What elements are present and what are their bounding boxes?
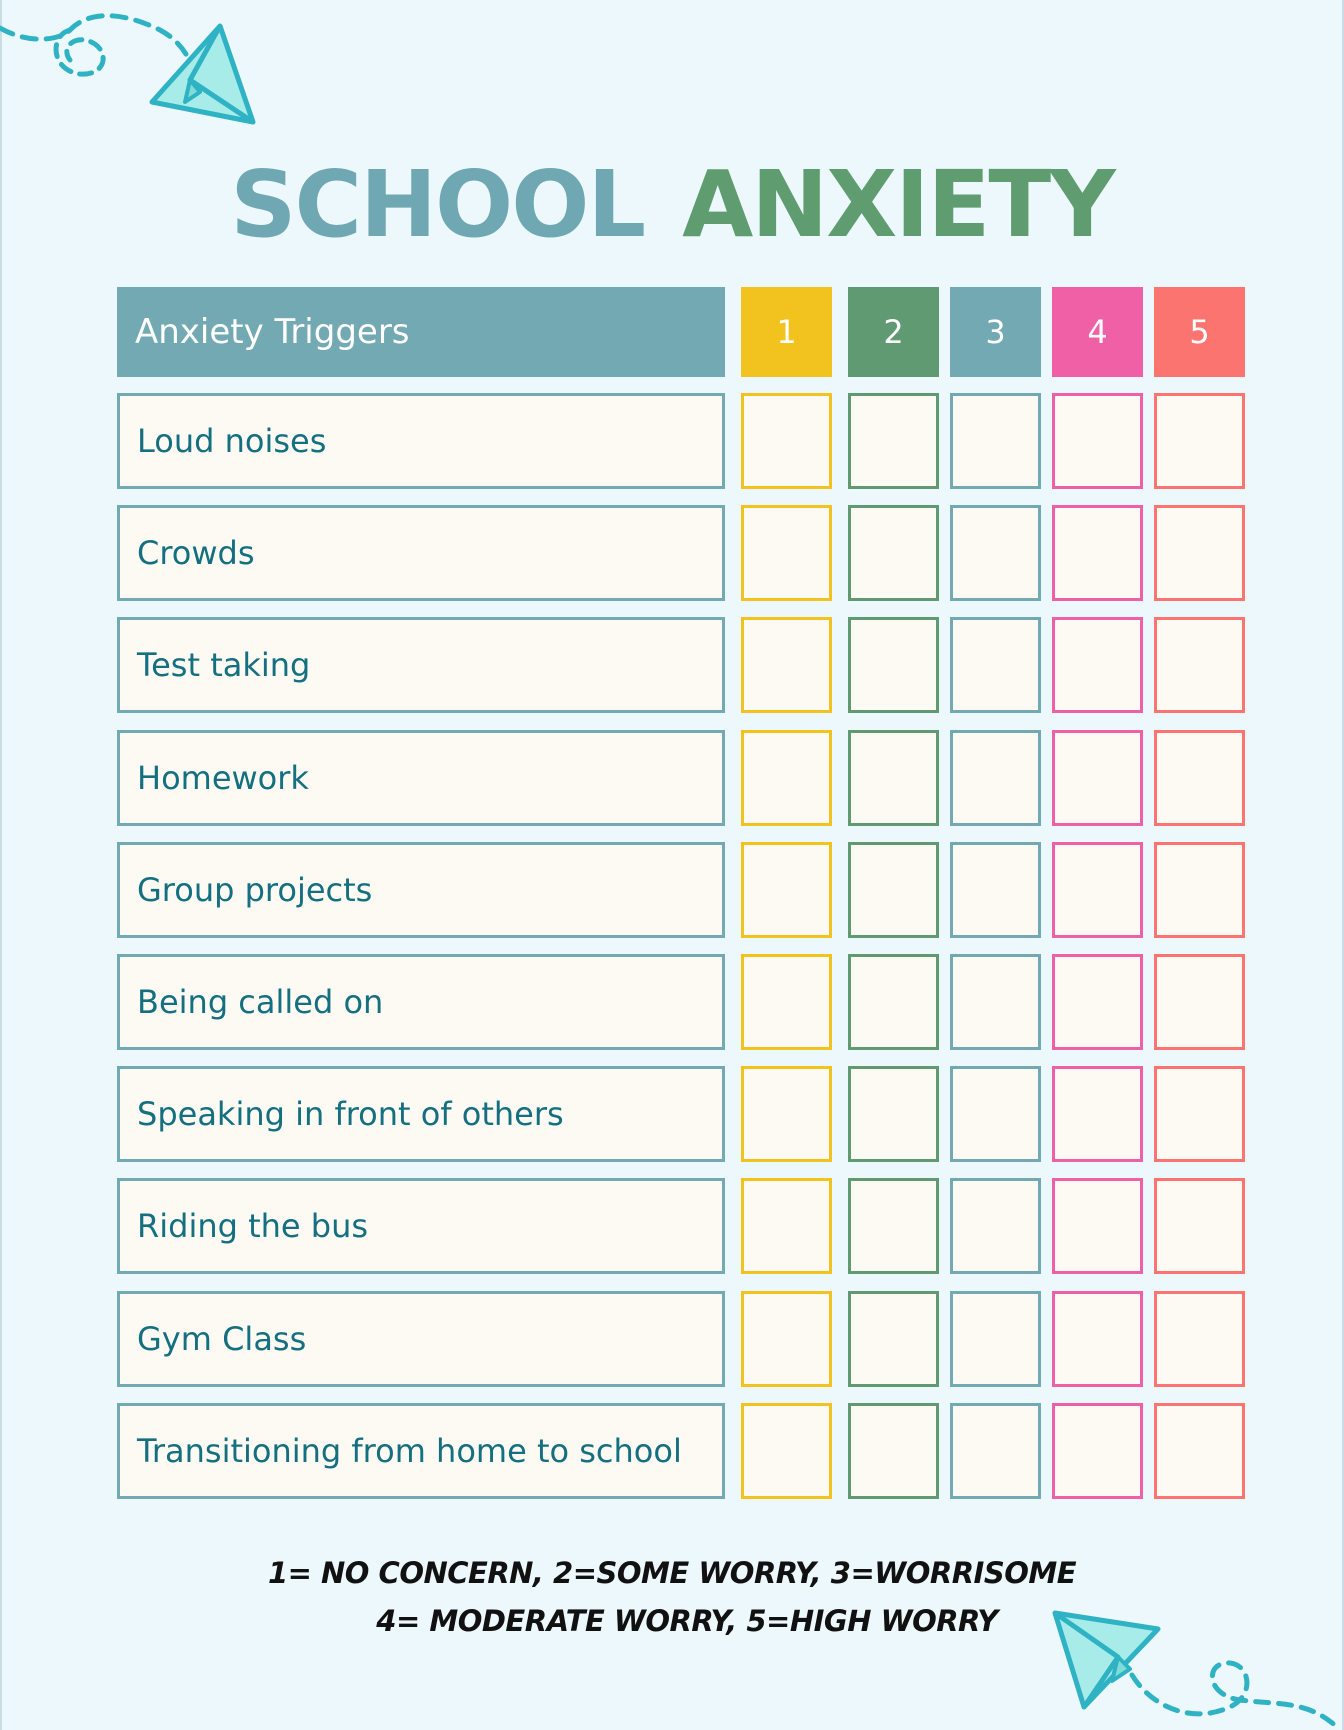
paper-plane-icon — [0, 0, 270, 130]
scale-header-1: 1 — [741, 287, 832, 377]
rating-checkbox-1[interactable] — [741, 617, 832, 713]
rating-checkbox-2[interactable] — [848, 1178, 939, 1274]
trigger-label: Transitioning from home to school — [117, 1403, 725, 1499]
rating-checkbox-4[interactable] — [1052, 1403, 1143, 1499]
scale-header-3: 3 — [950, 287, 1041, 377]
rating-checkbox-2[interactable] — [848, 1291, 939, 1387]
trigger-label: Test taking — [117, 617, 725, 713]
trigger-label: Being called on — [117, 954, 725, 1050]
trigger-label: Gym Class — [117, 1291, 725, 1387]
rating-checkbox-3[interactable] — [950, 1066, 1041, 1162]
rating-checkbox-4[interactable] — [1052, 1291, 1143, 1387]
title-anxiety: ANXIETY — [682, 151, 1114, 258]
rating-checkbox-1[interactable] — [741, 393, 832, 489]
rating-checkbox-3[interactable] — [950, 1178, 1041, 1274]
rating-checkbox-2[interactable] — [848, 393, 939, 489]
rating-checkbox-3[interactable] — [950, 842, 1041, 938]
trigger-label: Group projects — [117, 842, 725, 938]
rating-checkbox-4[interactable] — [1052, 617, 1143, 713]
rating-checkbox-5[interactable] — [1154, 1291, 1245, 1387]
rating-checkbox-2[interactable] — [848, 954, 939, 1050]
rating-checkbox-2[interactable] — [848, 1403, 939, 1499]
rating-checkbox-3[interactable] — [950, 505, 1041, 601]
rating-checkbox-4[interactable] — [1052, 954, 1143, 1050]
trigger-label: Loud noises — [117, 393, 725, 489]
rating-checkbox-2[interactable] — [848, 505, 939, 601]
rating-checkbox-5[interactable] — [1154, 617, 1245, 713]
scale-header-4: 4 — [1052, 287, 1143, 377]
rating-checkbox-3[interactable] — [950, 954, 1041, 1050]
rating-checkbox-1[interactable] — [741, 730, 832, 826]
trigger-label: Speaking in front of others — [117, 1066, 725, 1162]
rating-checkbox-3[interactable] — [950, 1403, 1041, 1499]
legend-line-1: 1= NO CONCERN, 2=SOME WORRY, 3=WORRISOME — [267, 1556, 1077, 1590]
title-school: SCHOOL — [230, 151, 645, 258]
rating-checkbox-4[interactable] — [1052, 1178, 1143, 1274]
rating-checkbox-3[interactable] — [950, 617, 1041, 713]
rating-checkbox-4[interactable] — [1052, 842, 1143, 938]
trigger-label: Crowds — [117, 505, 725, 601]
rating-checkbox-5[interactable] — [1154, 505, 1245, 601]
rating-checkbox-5[interactable] — [1154, 1403, 1245, 1499]
legend-line-2: 4= MODERATE WORRY, 5=HIGH WORRY — [376, 1604, 998, 1638]
rating-checkbox-3[interactable] — [950, 1291, 1041, 1387]
rating-checkbox-4[interactable] — [1052, 393, 1143, 489]
rating-checkbox-3[interactable] — [950, 393, 1041, 489]
rating-checkbox-4[interactable] — [1052, 730, 1143, 826]
rating-checkbox-1[interactable] — [741, 505, 832, 601]
trigger-label: Riding the bus — [117, 1178, 725, 1274]
rating-checkbox-2[interactable] — [848, 842, 939, 938]
rating-checkbox-1[interactable] — [741, 1403, 832, 1499]
rating-checkbox-2[interactable] — [848, 1066, 939, 1162]
scale-header-5: 5 — [1154, 287, 1245, 377]
rating-checkbox-1[interactable] — [741, 1066, 832, 1162]
rating-checkbox-5[interactable] — [1154, 393, 1245, 489]
rating-checkbox-5[interactable] — [1154, 954, 1245, 1050]
rating-checkbox-2[interactable] — [848, 730, 939, 826]
rating-checkbox-4[interactable] — [1052, 1066, 1143, 1162]
page-title — [0, 150, 1344, 260]
rating-checkbox-1[interactable] — [741, 1291, 832, 1387]
rating-checkbox-1[interactable] — [741, 954, 832, 1050]
scale-header-2: 2 — [848, 287, 939, 377]
rating-checkbox-1[interactable] — [741, 1178, 832, 1274]
rating-checkbox-1[interactable] — [741, 842, 832, 938]
rating-checkbox-4[interactable] — [1052, 505, 1143, 601]
rating-checkbox-5[interactable] — [1154, 1066, 1245, 1162]
rating-checkbox-5[interactable] — [1154, 842, 1245, 938]
rating-checkbox-5[interactable] — [1154, 730, 1245, 826]
rating-checkbox-5[interactable] — [1154, 1178, 1245, 1274]
rating-checkbox-3[interactable] — [950, 730, 1041, 826]
rating-checkbox-2[interactable] — [848, 617, 939, 713]
trigger-label: Homework — [117, 730, 725, 826]
anxiety-triggers-header: Anxiety Triggers — [117, 287, 725, 377]
